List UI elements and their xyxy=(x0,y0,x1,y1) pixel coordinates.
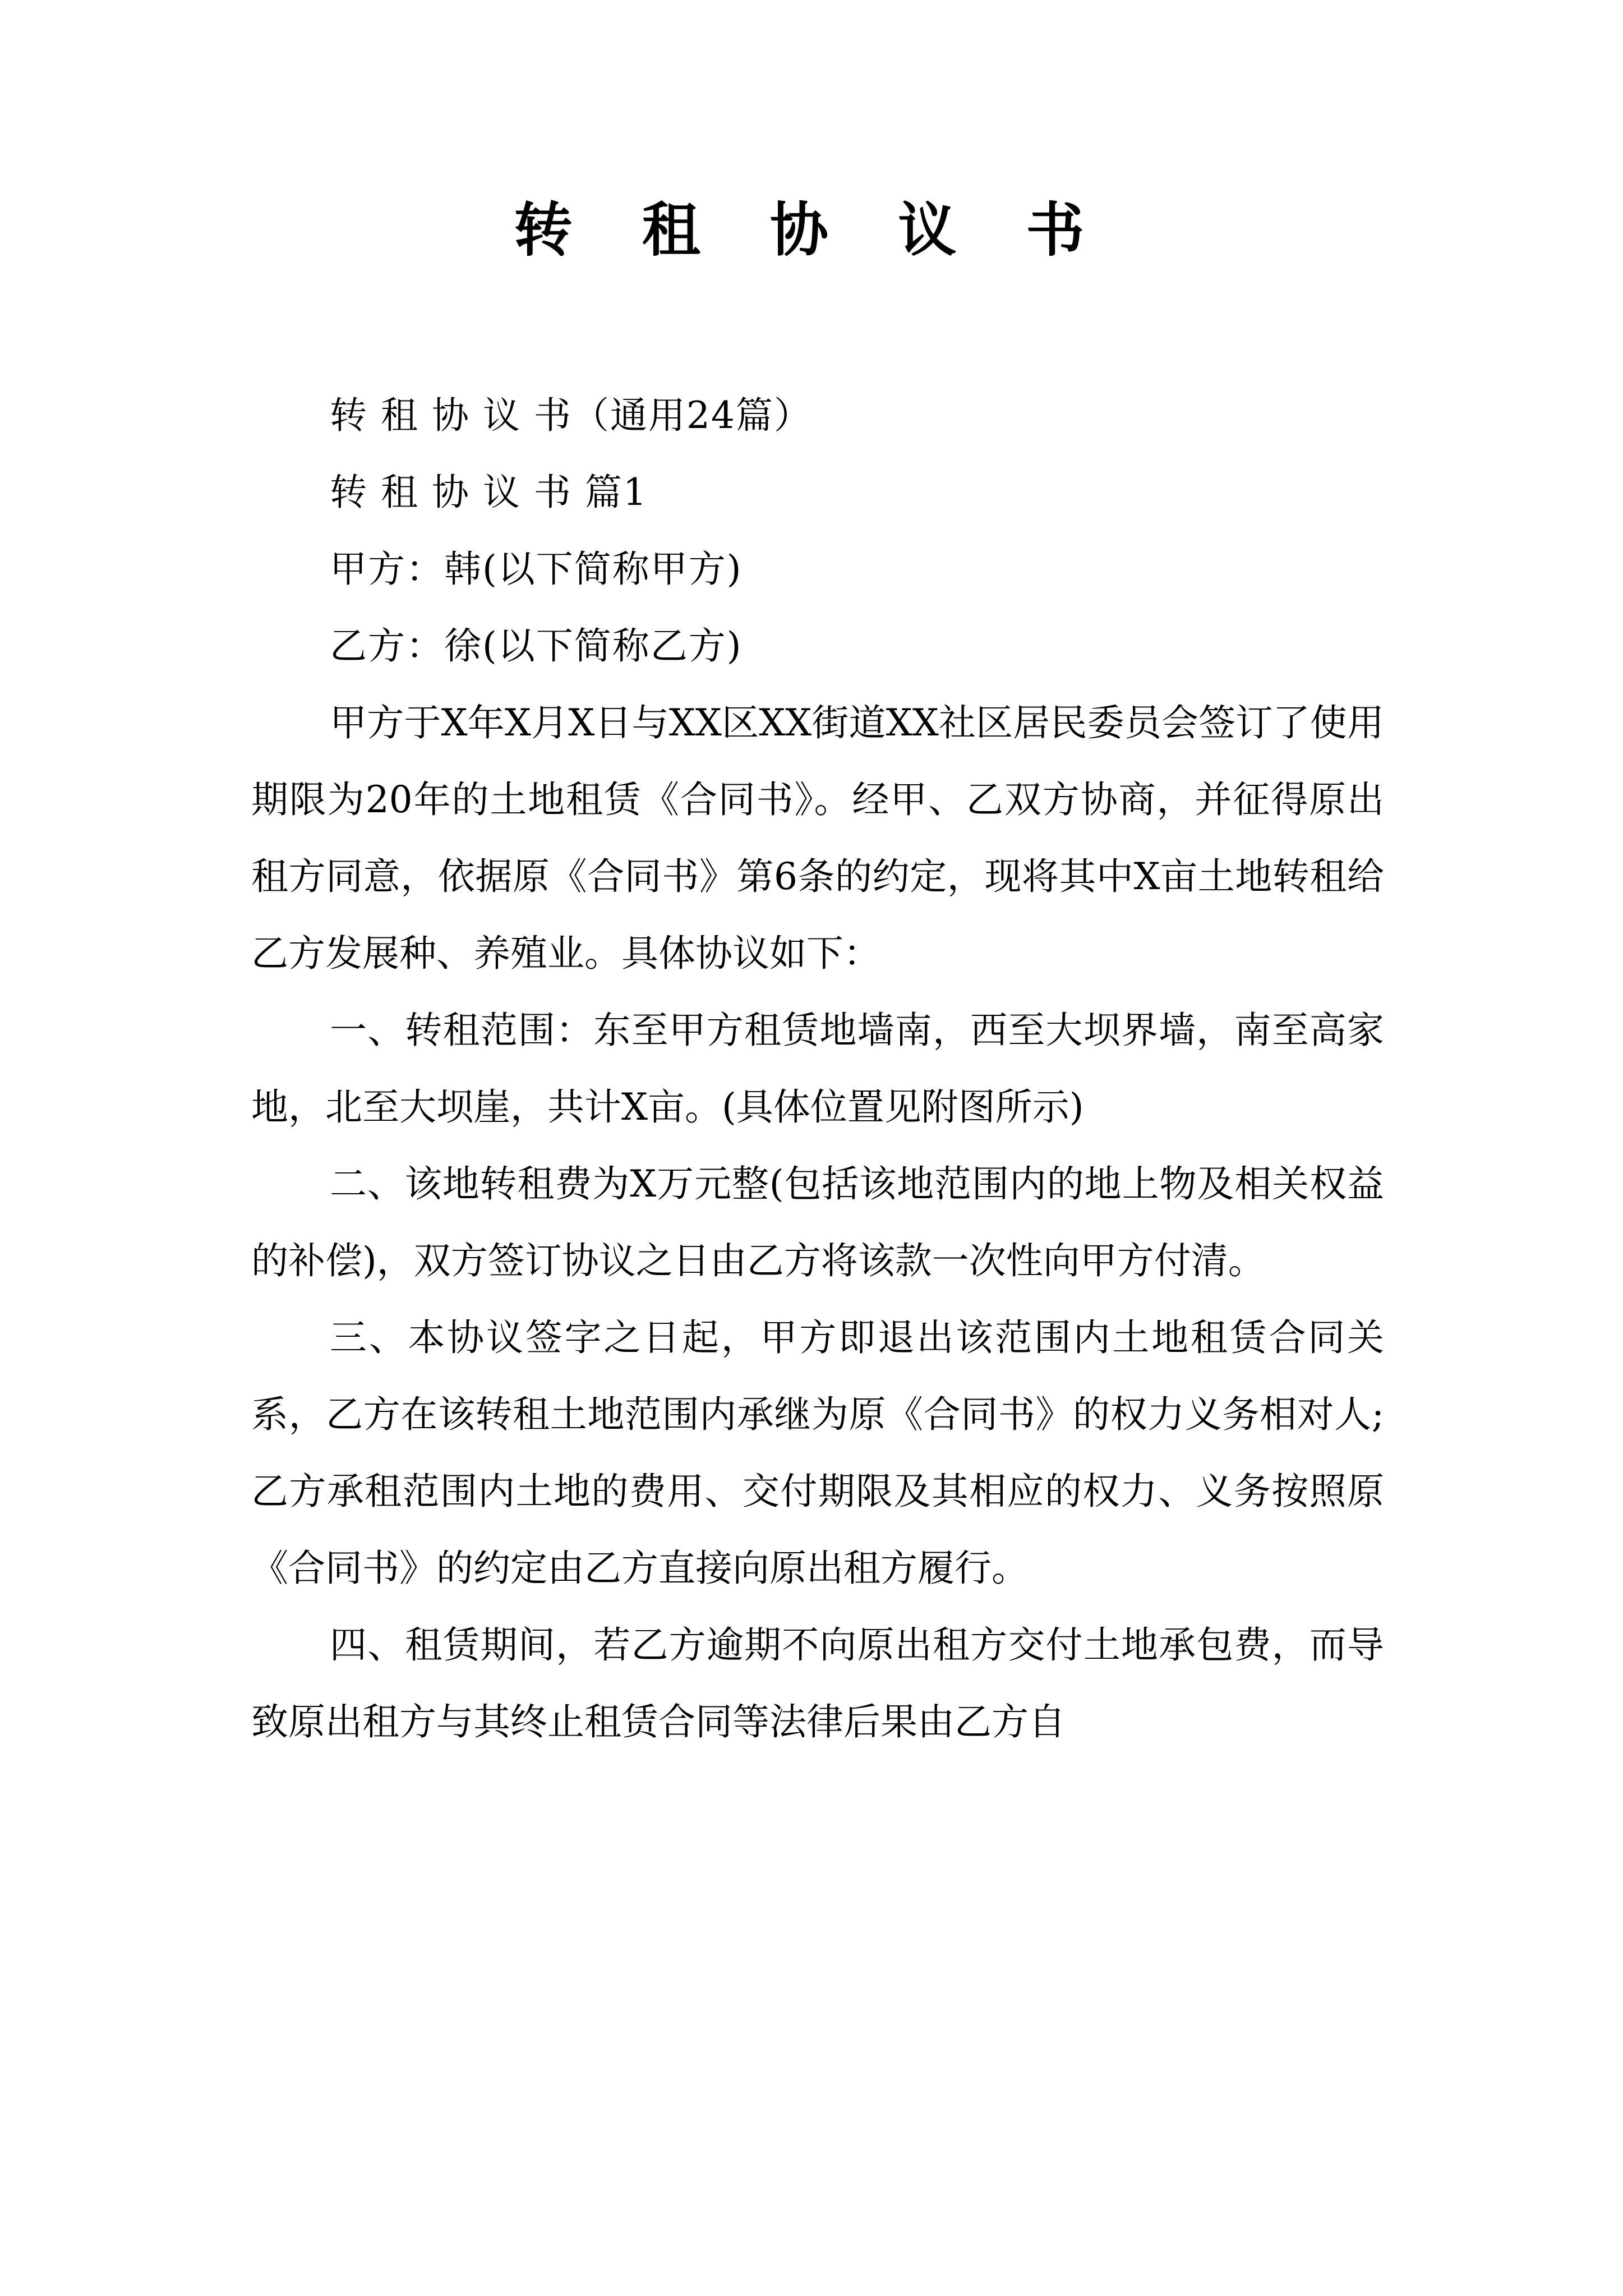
document-title: 转 租 协 议 书 xyxy=(514,195,1109,264)
document-body xyxy=(251,377,1384,1760)
intro-paragraph: 甲方于X年X月X日与XX区XX街道XX社区居民委员会签订了使用期限为20年的土地租赁《合同书》。经甲、乙双方协商，并征得原出租方同意，依据原《合同书》第6条的约定，现将其中X亩土地转租给乙方发展种、养殖业。具体协议如下： xyxy=(251,701,1384,975)
section-title: 转 租 协 议 书 篇1 xyxy=(330,471,648,514)
clause-paragraph: 一、转租范围：东至甲方租赁地墙南，西至大坝界墙，南至高家地，北至大坝崖，共计X亩。(具体位置见附图所示) xyxy=(251,1009,1384,1129)
party-a-line: 甲方：韩(以下简称甲方) xyxy=(330,547,743,591)
clause-paragraph: 三、本协议签字之日起，甲方即退出该范围内土地租赁合同关系，乙方在该转租土地范围内承继为原《合同书》的权力义务相对人;乙方承租范围内土地的费用、交付期限及其相应的权力、义务按照原《合同书》的约定由乙方直接向原出租方履行。 xyxy=(251,1316,1384,1590)
clause-paragraph: 四、租赁期间，若乙方逾期不向原出租方交付土地承包费，而导致原出租方与其终止租赁合同等法律后果由乙方自 xyxy=(251,1623,1384,1743)
document-heading: 转 租 协 议 书（通用24篇） xyxy=(330,394,812,437)
clause-paragraph: 二、该地转租费为X万元整(包括该地范围内的地上物及相关权益的补偿)，双方签订协议之日由乙方将该款一次性向甲方付清。 xyxy=(251,1162,1384,1282)
party-b-line: 乙方：徐(以下简称乙方) xyxy=(330,624,743,668)
